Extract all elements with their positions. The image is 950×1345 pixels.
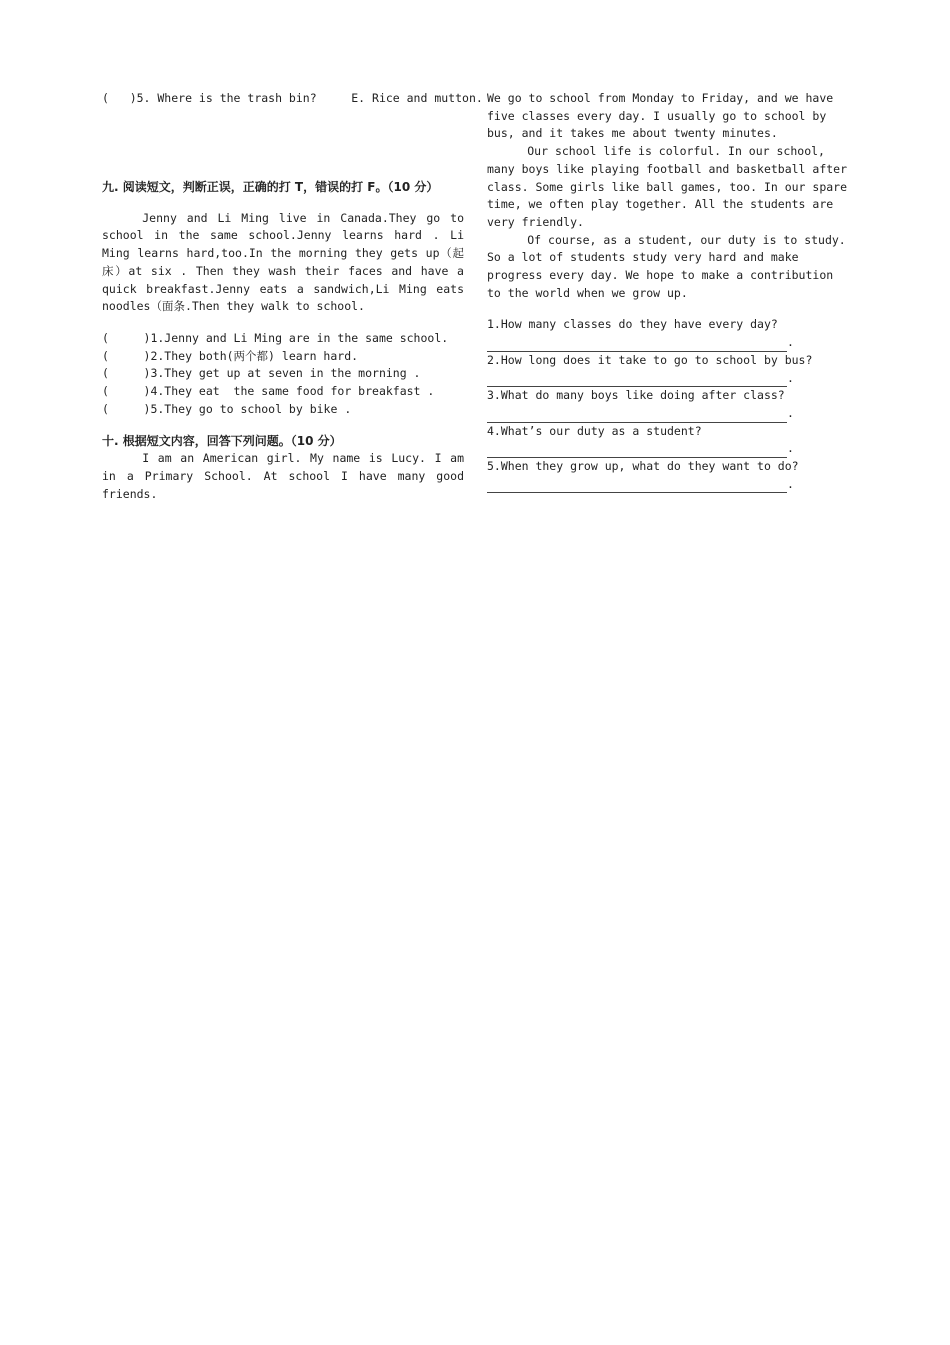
spacer	[487, 302, 849, 316]
answer-line-4[interactable]	[487, 443, 787, 458]
right-column	[487, 90, 849, 493]
question-2	[487, 352, 849, 387]
section-10-passage-start: I am an American girl. My name is Lucy. I am in a Primary School. At school I have many good friends.	[102, 451, 464, 501]
question-3-text: 3.What do many boys like doing after class?	[487, 388, 785, 403]
question-5	[487, 458, 849, 493]
spacer	[102, 196, 464, 210]
question-4-text: 4.What’s our duty as a student?	[487, 423, 702, 438]
question-4	[487, 423, 849, 458]
spacer	[102, 108, 464, 178]
judge-item-3: ( )3.They get up at seven in the morning .	[102, 366, 421, 381]
answer-line-5[interactable]	[487, 478, 787, 493]
answer-end-dot: .	[787, 335, 794, 350]
answer-end-dot: .	[787, 476, 794, 491]
question-5-text: 5.When they grow up, what do they want to do?	[487, 459, 799, 474]
answer-line-3[interactable]	[487, 408, 787, 423]
answer-end-dot: .	[787, 441, 794, 456]
judge-item-2: ( )2.They both(两个都) learn hard.	[102, 348, 359, 363]
judge-item-4: ( )4.They eat the same food for breakfast .	[102, 384, 435, 399]
answer-end-dot: .	[787, 370, 794, 385]
section-10-passage-p3: Of course, as a student, our duty is to study. So a lot of students study very hard and make progress every day. We hope to make a contribution to the world when we grow up.	[487, 232, 846, 300]
spacer	[102, 418, 464, 432]
question-1-text: 1.How many classes do they have every day?	[487, 317, 778, 332]
section-9-passage: Jenny and Li Ming live in Canada.They go to school in the same school.Jenny learns hard . Li Ming learns hard,too.In the morning they gets up（起床）at six . Then they wash their faces and have a quick breakfast.Jenny eats a sandwich,Li Ming eats noodles（面条.Then they walk to school.	[102, 210, 464, 314]
question-1	[487, 316, 849, 351]
answer-line-2[interactable]	[487, 372, 787, 387]
section-9-heading: 九. 阅读短文，判断正误，正确的打 T，错误的打 F。（10 分）	[102, 179, 439, 194]
answer-end-dot: .	[787, 405, 794, 420]
left-column	[102, 90, 483, 504]
matching-item-5: ( )5. Where is the trash bin? E. Rice and mutton.	[102, 91, 483, 105]
section-9-items	[102, 330, 464, 419]
judge-item-1: ( )1.Jenny and Li Ming are in the same school.	[102, 330, 449, 345]
question-2-text: 2.How long does it take to go to school by bus?	[487, 352, 813, 367]
answer-line-1[interactable]	[487, 337, 787, 352]
section-10-passage-p2: Our school life is colorful. In our school, many boys like playing football and basketball after class. Some girls like ball games, too. In our spare time, we often play together. All the students are very friendly.	[487, 144, 848, 229]
section-10-passage-p1-cont: We go to school from Monday to Friday, and we have five classes every day. I usually go to school by bus, and it takes me about twenty minutes.	[487, 91, 834, 141]
question-3	[487, 387, 849, 422]
spacer	[102, 316, 464, 330]
section-10-heading: 十. 根据短文内容，回答下列问题。（10 分）	[102, 434, 342, 449]
judge-item-5: ( )5.They go to school by bike .	[102, 401, 352, 416]
